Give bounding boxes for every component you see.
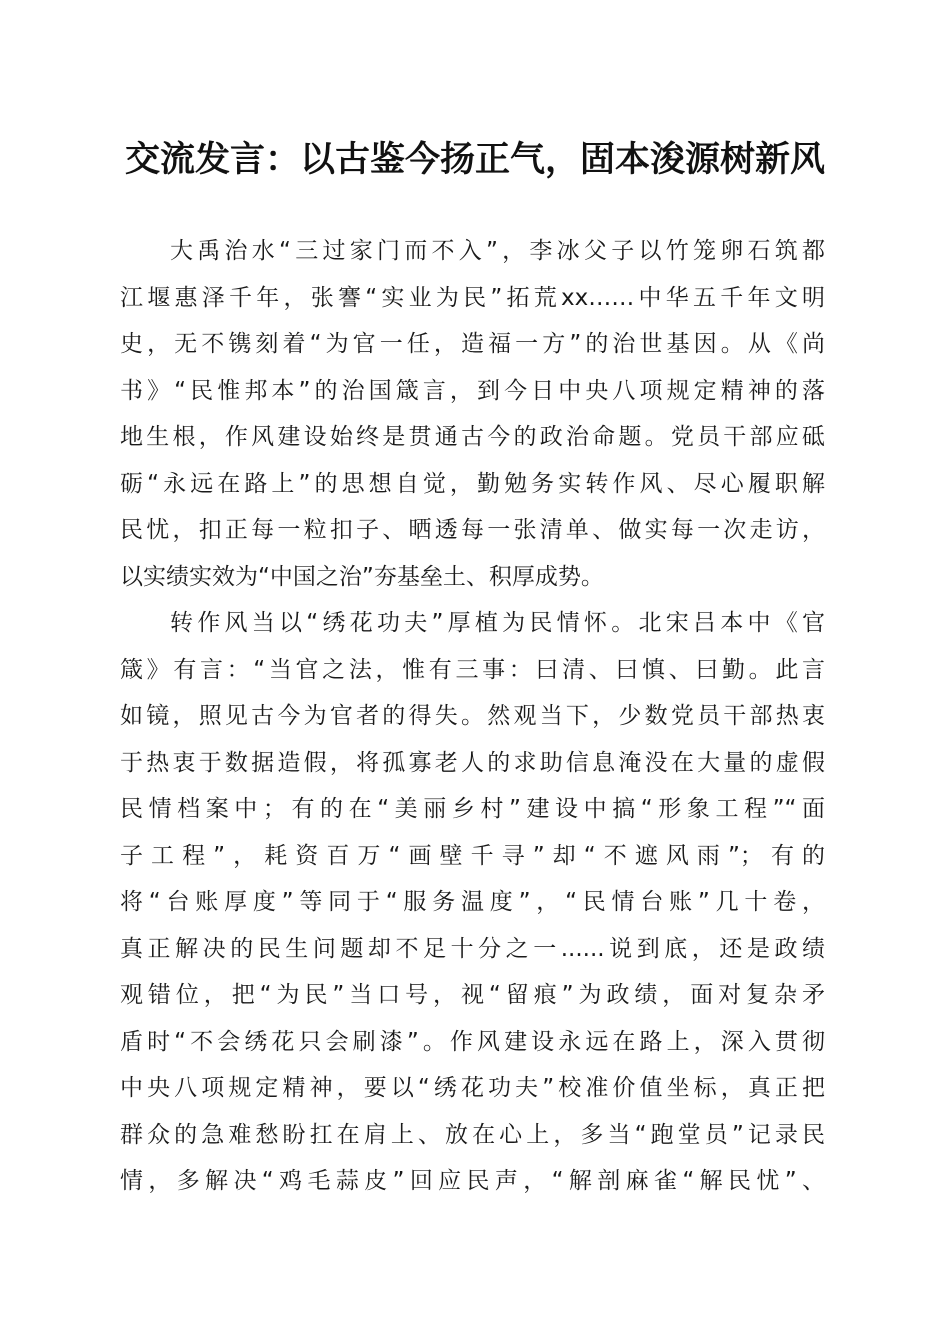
paragraph-line: 以实绩实效为“中国之治”夯基垒土、积厚成势。 [120, 563, 604, 590]
paragraph-line: 民情档案中；有的在“美丽乡村”建设中搞“形象工程”“面 [120, 796, 825, 822]
paragraph-line: 大禹治水“三过家门而不入”，李冰父子以竹笼卵石筑都 [170, 238, 825, 264]
paragraph-line: 民忧，扣正每一粒扣子、晒透每一张清单、做实每一次走访， [120, 517, 825, 543]
paragraph-line: 于热衷于数据造假，将孤寡老人的求助信息淹没在大量的虚假 [120, 749, 825, 776]
paragraph-line: 真正解决的民生问题却不足十分之一......说到底，还是政绩 [120, 935, 825, 962]
paragraph-line: 将“台账厚度”等同于“服务温度”，“民情台账”几十卷， [120, 889, 825, 915]
paragraph-2 [120, 600, 825, 1205]
paragraph-line: 子工程”，耗资百万“画壁千寻”却“不遮风雨”；有的 [120, 842, 825, 869]
paragraph-line: 地生根，作风建设始终是贯通古今的政治命题。党员干部应砥 [120, 424, 825, 450]
paragraph-line: 箴》有言：“当官之法，惟有三事：曰清、曰慎、曰勤。此言 [120, 656, 825, 683]
paragraph-line: 群众的急难愁盼扛在肩上、放在心上，多当“跑堂员”记录民 [120, 1121, 825, 1148]
paragraph-1 [120, 228, 825, 600]
document-body [120, 228, 825, 1205]
paragraph-line: 情，多解决“鸡毛蒜皮”回应民声，“解剖麻雀“解民忧”、 [120, 1168, 825, 1194]
document-title: 交流发言：以古鉴今扬正气，固本浚源树新风 [124, 139, 825, 180]
paragraph-line: 史，无不镌刻着“为官一任，造福一方”的治世基因。从《尚 [120, 331, 825, 357]
paragraph-line: 砺“永远在路上”的思想自觉，勤勉务实转作风、尽心履职解 [120, 470, 825, 497]
paragraph-line: 中央八项规定精神，要以“绣花功夫”校准价值坐标，真正把 [120, 1075, 825, 1101]
paragraph-line: 转作风当以“绣花功夫”厚植为民情怀。北宋吕本中《官 [170, 610, 825, 636]
paragraph-line: 盾时“不会绣花只会刷漆”。作风建设永远在路上，深入贯彻 [120, 1028, 825, 1055]
paragraph-line: 如镜，照见古今为官者的得失。然观当下，少数党员干部热衷 [120, 703, 825, 729]
paragraph-line: 观错位，把“为民”当口号，视“留痕”为政绩，面对复杂矛 [120, 982, 825, 1008]
paragraph-line: 书》“民惟邦本”的治国箴言，到今日中央八项规定精神的落 [120, 377, 825, 404]
paragraph-line: 江堰惠泽千年，张謇“实业为民”拓荒xx……中华五千年文明 [120, 284, 825, 311]
